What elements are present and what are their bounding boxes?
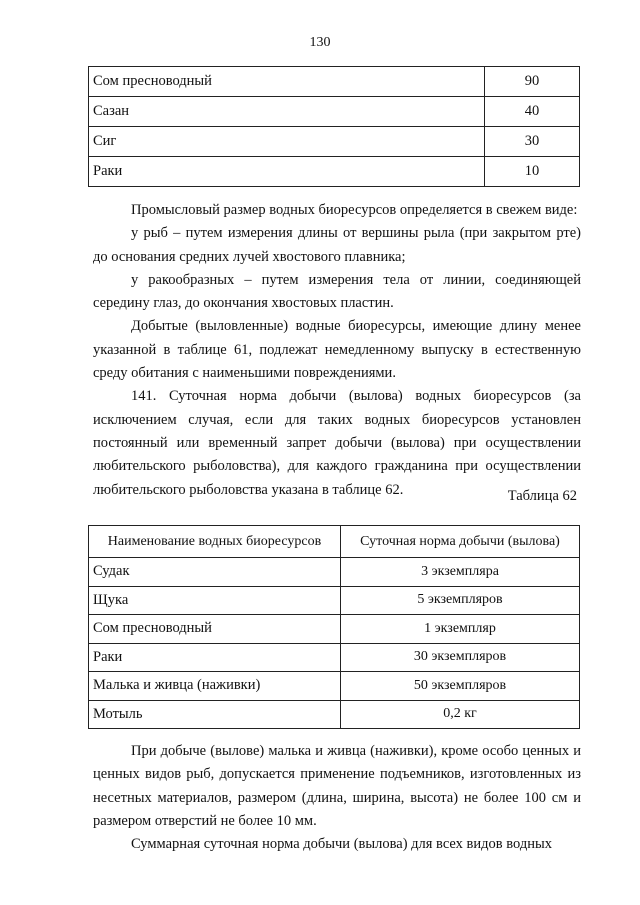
paragraph: 141. Суточная норма добычи (вылова) водных биоресурсов (за исключением случая, если для таких водных биоресурсов установлен постоянный или временный запрет добычи (вылова) при осуществлении любительского рыболовства), для каждого гражданина при осуществлении любительского рыболовства указана в таблице 62. xyxy=(93,388,581,498)
table-row xyxy=(89,127,580,157)
norm-cell: 30 экземпляров xyxy=(341,643,580,672)
norm-cell: 0,2 кг xyxy=(341,700,580,729)
paragraph: Суммарная суточная норма добычи (вылова) для всех видов водных xyxy=(131,836,552,853)
paragraph: При добыче (вылове) малька и живца (наживки), кроме особо ценных и ценных видов рыб, допускается применение подъемников, изготовленных из несетных материалов, размером (длина, ширина, высота) не более 100 см и размером отверстий не более 10 мм. xyxy=(93,743,581,829)
species-cell: Раки xyxy=(89,643,341,672)
species-cell: Судак xyxy=(89,558,341,587)
species-cell: Щука xyxy=(89,586,341,615)
species-cell: Сазан xyxy=(89,97,485,127)
species-cell: Сом пресноводный xyxy=(89,615,341,644)
value-cell: 40 xyxy=(485,97,580,127)
value-cell: 30 xyxy=(485,127,580,157)
column-header-norm: Суточная норма добычи (вылова) xyxy=(341,526,580,558)
species-cell: Сиг xyxy=(89,127,485,157)
value-cell: 10 xyxy=(485,157,580,187)
table-caption: Таблица 62 xyxy=(507,488,577,504)
table-row xyxy=(89,157,580,187)
paragraph: Добытые (выловленные) водные биоресурсы, имеющие длину менее указанной в таблице 61, подлежат немедленному выпуску в естественную среду обитания с наименьшими повреждениями. xyxy=(93,318,581,382)
table-header-row xyxy=(89,526,580,558)
norm-cell: 1 экземпляр xyxy=(341,615,580,644)
body-text-2 xyxy=(93,740,581,856)
species-cell: Мотыль xyxy=(89,700,341,729)
page-number: 130 xyxy=(309,35,331,50)
table-row xyxy=(89,700,580,729)
species-cell: Сом пресноводный xyxy=(89,67,485,97)
norm-cell: 3 экземпляра xyxy=(341,558,580,587)
top-table xyxy=(88,66,580,187)
norm-cell: 50 экземпляров xyxy=(341,672,580,701)
table-row xyxy=(89,558,580,587)
paragraph: у ракообразных – путем измерения тела от линии, соединяющей середину глаз, до окончания хвостовых пластин. xyxy=(93,271,581,312)
table-row xyxy=(89,672,580,701)
value-cell: 90 xyxy=(485,67,580,97)
column-header-name: Наименование водных биоресурсов xyxy=(89,526,341,558)
table-row xyxy=(89,586,580,615)
table-row xyxy=(89,67,580,97)
table-row xyxy=(89,97,580,127)
species-cell: Малька и живца (наживки) xyxy=(89,672,341,701)
species-cell: Раки xyxy=(89,157,485,187)
norm-cell: 5 экземпляров xyxy=(341,586,580,615)
table-62 xyxy=(88,525,580,729)
table-row xyxy=(89,615,580,644)
paragraph: у рыб – путем измерения длины от вершины рыла (при закрытом рте) до основания средних лучей хвостового плавника; xyxy=(93,225,581,265)
paragraph: Промысловый размер водных биоресурсов определяется в свежем виде: xyxy=(131,202,578,218)
body-text-1 xyxy=(93,199,581,502)
table-row xyxy=(89,643,580,672)
